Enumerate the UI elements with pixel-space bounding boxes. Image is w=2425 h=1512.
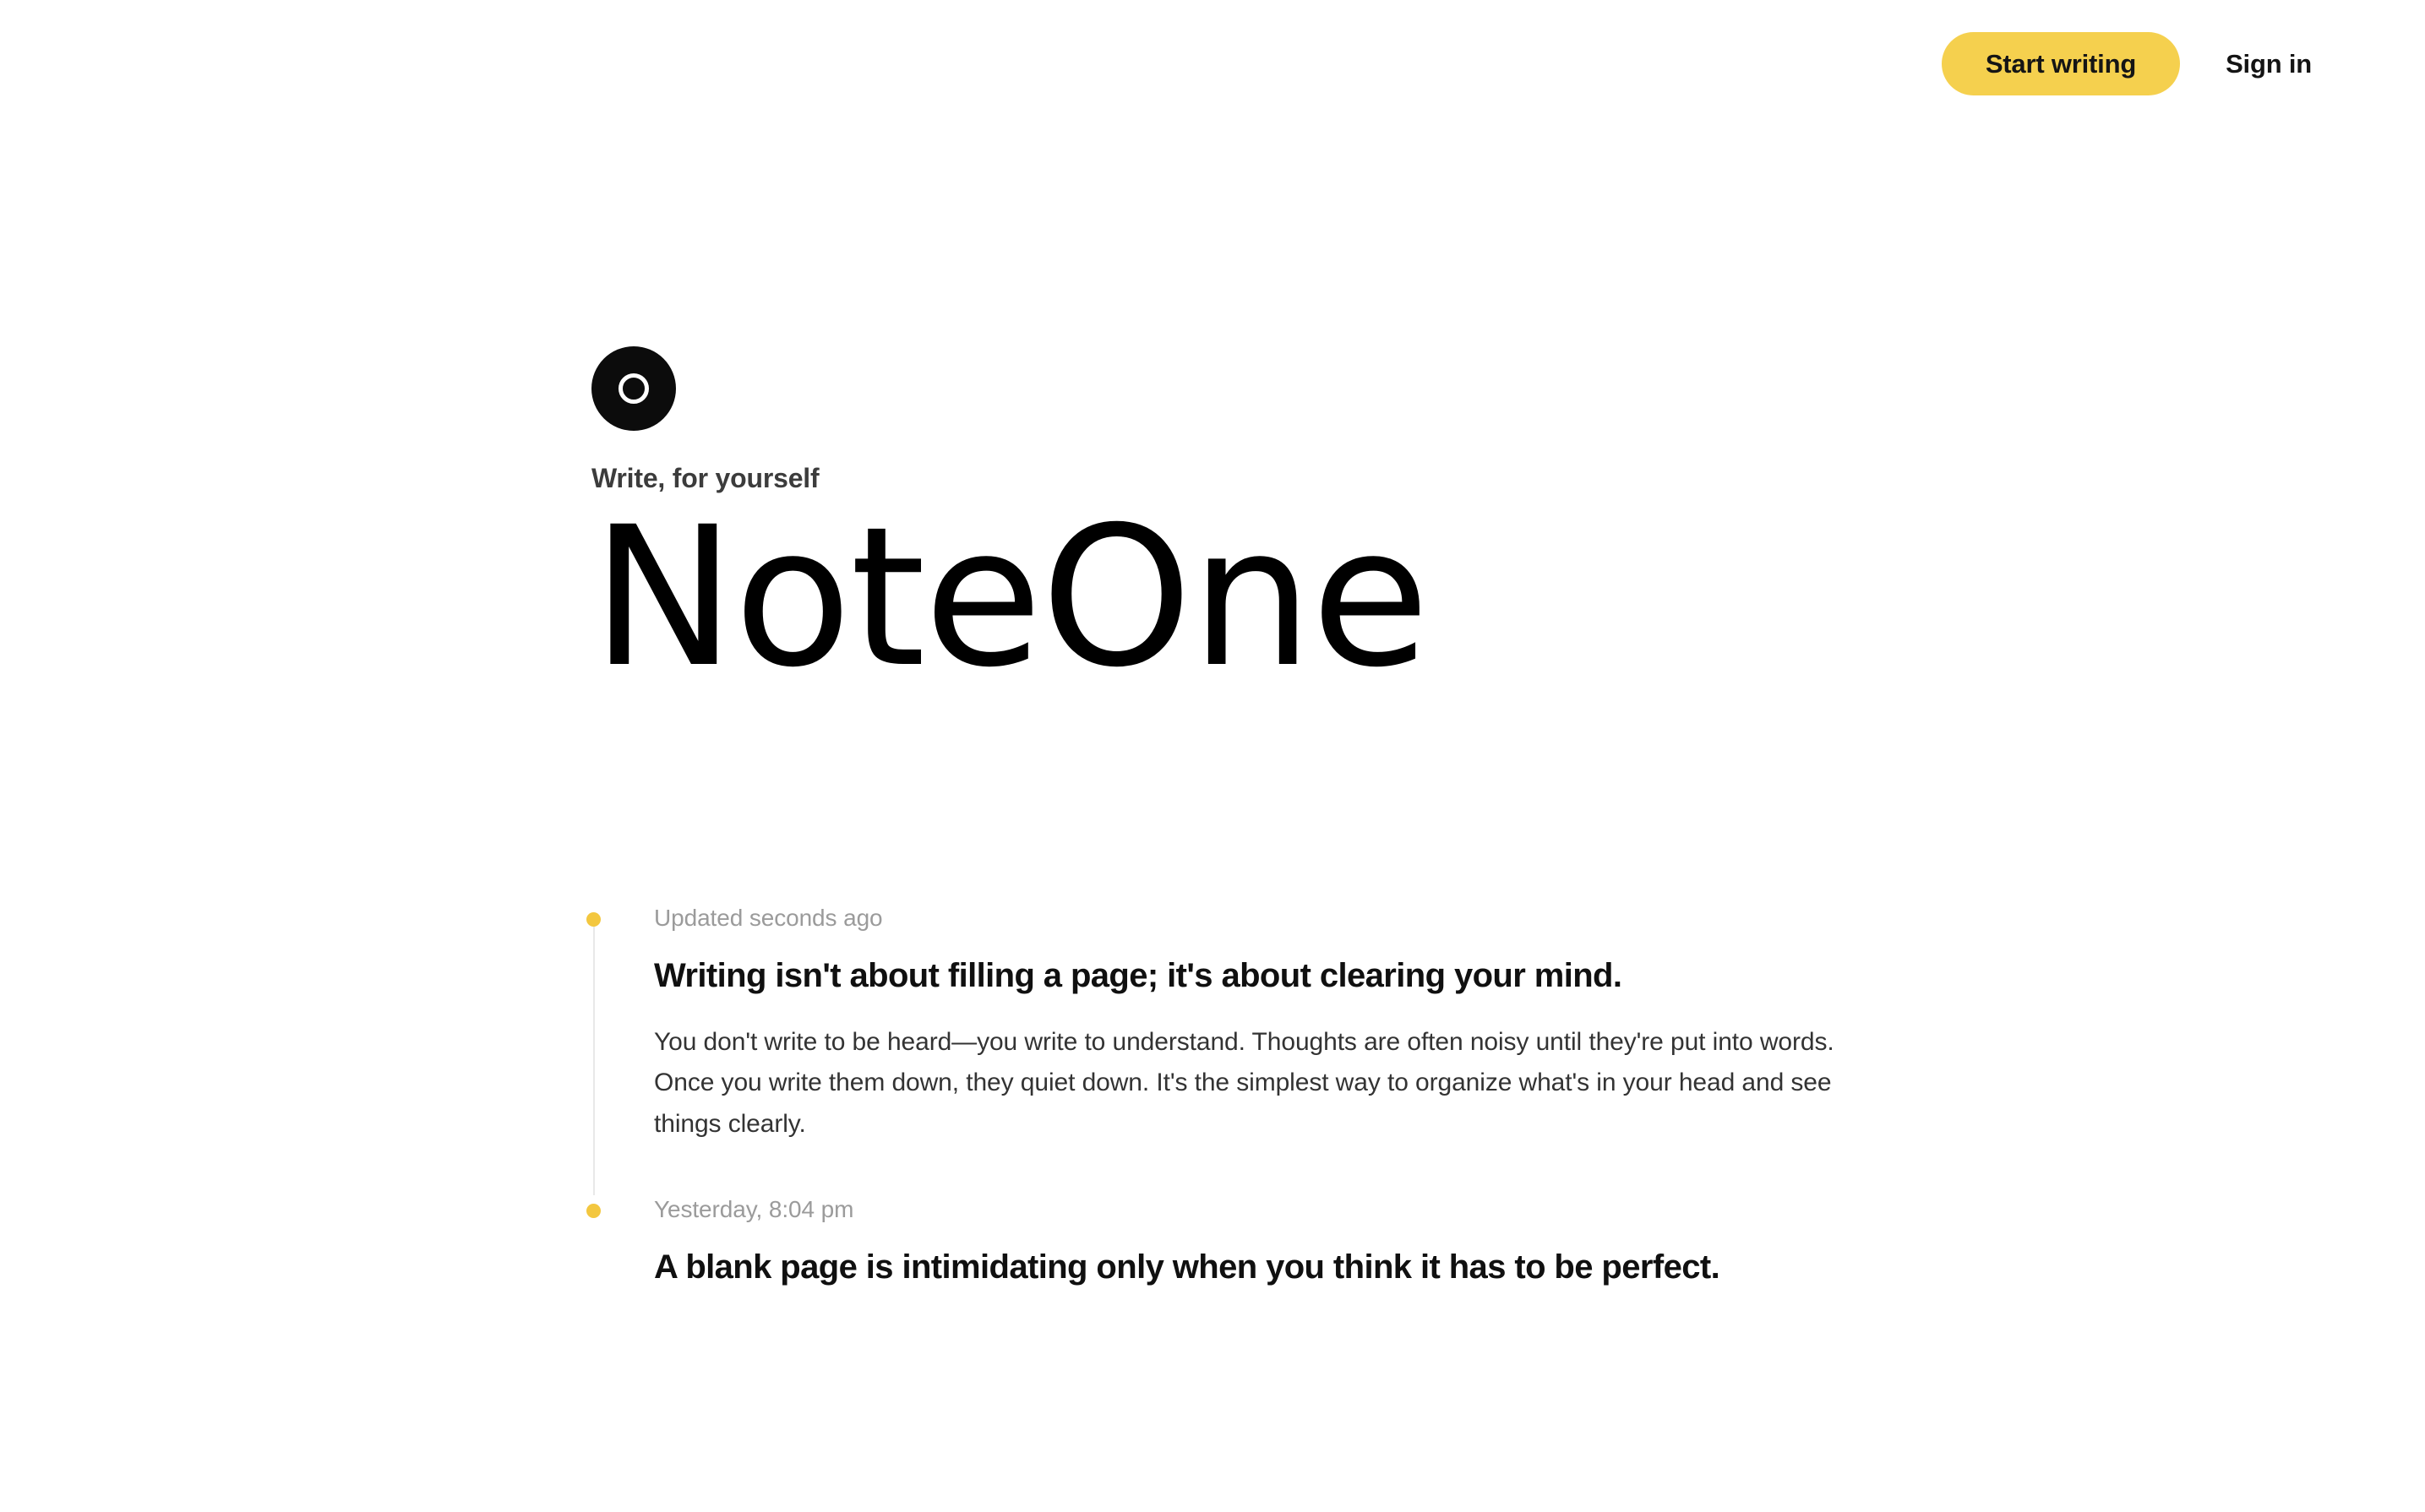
timeline-rail — [593, 919, 595, 1195]
note-entry[interactable] — [591, 904, 1910, 1195]
page-title: NoteOne — [591, 485, 1428, 710]
note-entry[interactable] — [591, 1195, 1910, 1288]
start-writing-button[interactable]: Start writing — [1942, 32, 2180, 95]
sign-in-button[interactable]: Sign in — [2214, 32, 2324, 95]
note-title[interactable]: Writing isn't about filling a page; it's about clearing your mind. — [654, 956, 1622, 994]
note-timestamp: Yesterday, 8:04 pm — [654, 1196, 854, 1223]
note-body: You don't write to be heard—you write to understand. Thoughts are often noisy until they're put into words. Once you write them down, they quiet down. It's the simplest way to organize what's in your head and see things clearly. — [654, 1027, 1834, 1138]
notes-timeline — [591, 904, 1910, 1288]
timeline-dot-icon — [586, 912, 601, 927]
note-title[interactable]: A blank page is intimidating only when you think it has to be perfect. — [654, 1248, 1720, 1286]
circle-ring-inner — [619, 373, 649, 404]
timeline-dot-icon — [586, 1204, 601, 1218]
top-navigation-bar — [0, 0, 2425, 127]
hero-section — [591, 346, 1859, 710]
note-timestamp: Updated seconds ago — [654, 905, 883, 931]
circle-ring-icon — [591, 346, 676, 431]
hero-tagline: Write, for yourself — [591, 463, 820, 493]
